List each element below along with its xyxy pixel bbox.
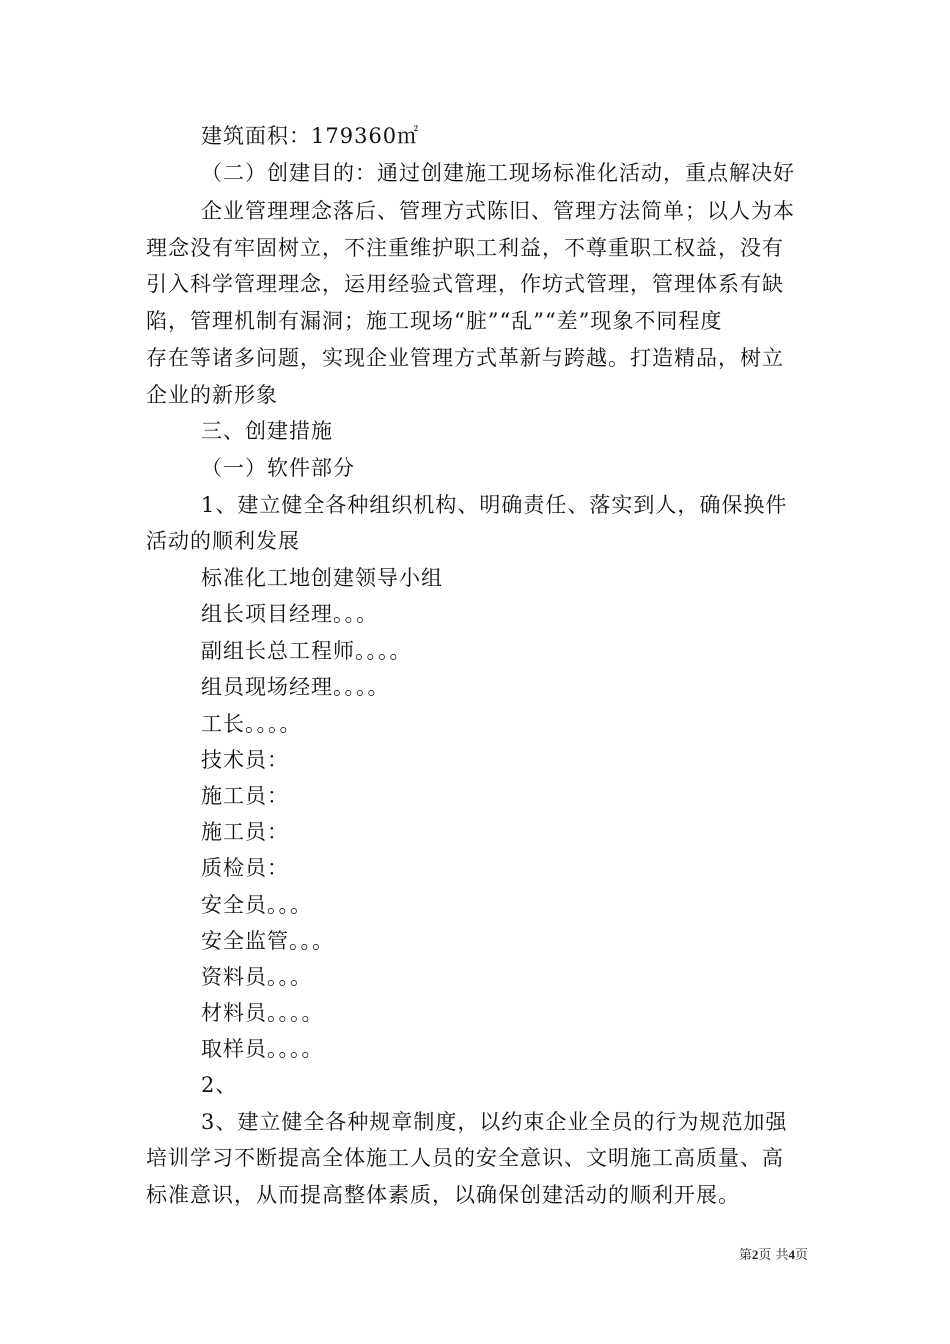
footer-suffix: 页	[794, 1248, 808, 1263]
list-item: 资料员。。。	[201, 965, 312, 989]
paragraph-line: 标准意识，从而提高整体素质，以确保创建活动的顺利开展。	[146, 1183, 740, 1207]
page-footer	[0, 1244, 808, 1263]
paragraph-line: 活动的顺利发展	[146, 529, 300, 553]
paragraph-line: 企业的新形象	[146, 383, 278, 407]
paragraph-line: 培训学习不断提高全体施工人员的安全意识、文明施工高质量、高	[146, 1146, 784, 1170]
paragraph-line: 存在等诸多问题，实现企业管理方式革新与跨越。打造精品，树立	[146, 346, 784, 370]
paragraph-line: 1、建立健全各种组织机构、明确责任、落实到人，确保换件	[201, 493, 788, 517]
subsection-heading: （一）软件部分	[201, 456, 355, 480]
list-item: 取样员。。。。	[201, 1037, 324, 1061]
paragraph-line: 企业管理理念落后、管理方式陈旧、管理方法简单；以人为本	[201, 199, 795, 223]
list-item: 技术员：	[201, 748, 289, 772]
paragraph-line: 陷，管理机制有漏洞；施工现场“脏”“乱”“差”现象不同程度	[146, 309, 723, 333]
list-item: 安全员。。。	[201, 893, 312, 917]
list-heading: 标准化工地创建领导小组	[201, 566, 443, 590]
paragraph-line: 引入科学管理理念，运用经验式管理，作坊式管理，管理体系有缺	[146, 272, 784, 296]
paragraph-line: 2、	[201, 1073, 238, 1097]
section-heading: 三、创建措施	[201, 419, 333, 443]
list-item: 施工员：	[201, 784, 289, 808]
paragraph-line: （二）创建目的：通过创建施工现场标准化活动，重点解决好	[201, 161, 795, 185]
list-item: 组员现场经理。。。。	[201, 675, 390, 699]
footer-prefix: 第	[738, 1248, 752, 1263]
list-item: 质检员：	[201, 856, 289, 880]
paragraph-line: 理念没有牢固树立，不注重维护职工利益，不尊重职工权益，没有	[146, 236, 784, 260]
footer-middle: 页 共	[758, 1248, 789, 1263]
list-item: 材料员。。。。	[201, 1001, 324, 1025]
list-item: 组长项目经理。。。	[201, 602, 378, 626]
list-item: 施工员：	[201, 820, 289, 844]
list-item: 安全监管。。。	[201, 929, 334, 953]
list-item: 工长。。。。	[201, 712, 302, 736]
current-page-number: 2	[751, 1247, 759, 1262]
total-pages-number: 4	[788, 1247, 795, 1262]
list-item: 副组长总工程师。。。。	[201, 639, 412, 663]
paragraph-line: 3、建立健全各种规章制度，以约束企业全员的行为规范加强	[201, 1110, 788, 1134]
paragraph-line: 建筑面积：179360㎡	[201, 124, 420, 148]
